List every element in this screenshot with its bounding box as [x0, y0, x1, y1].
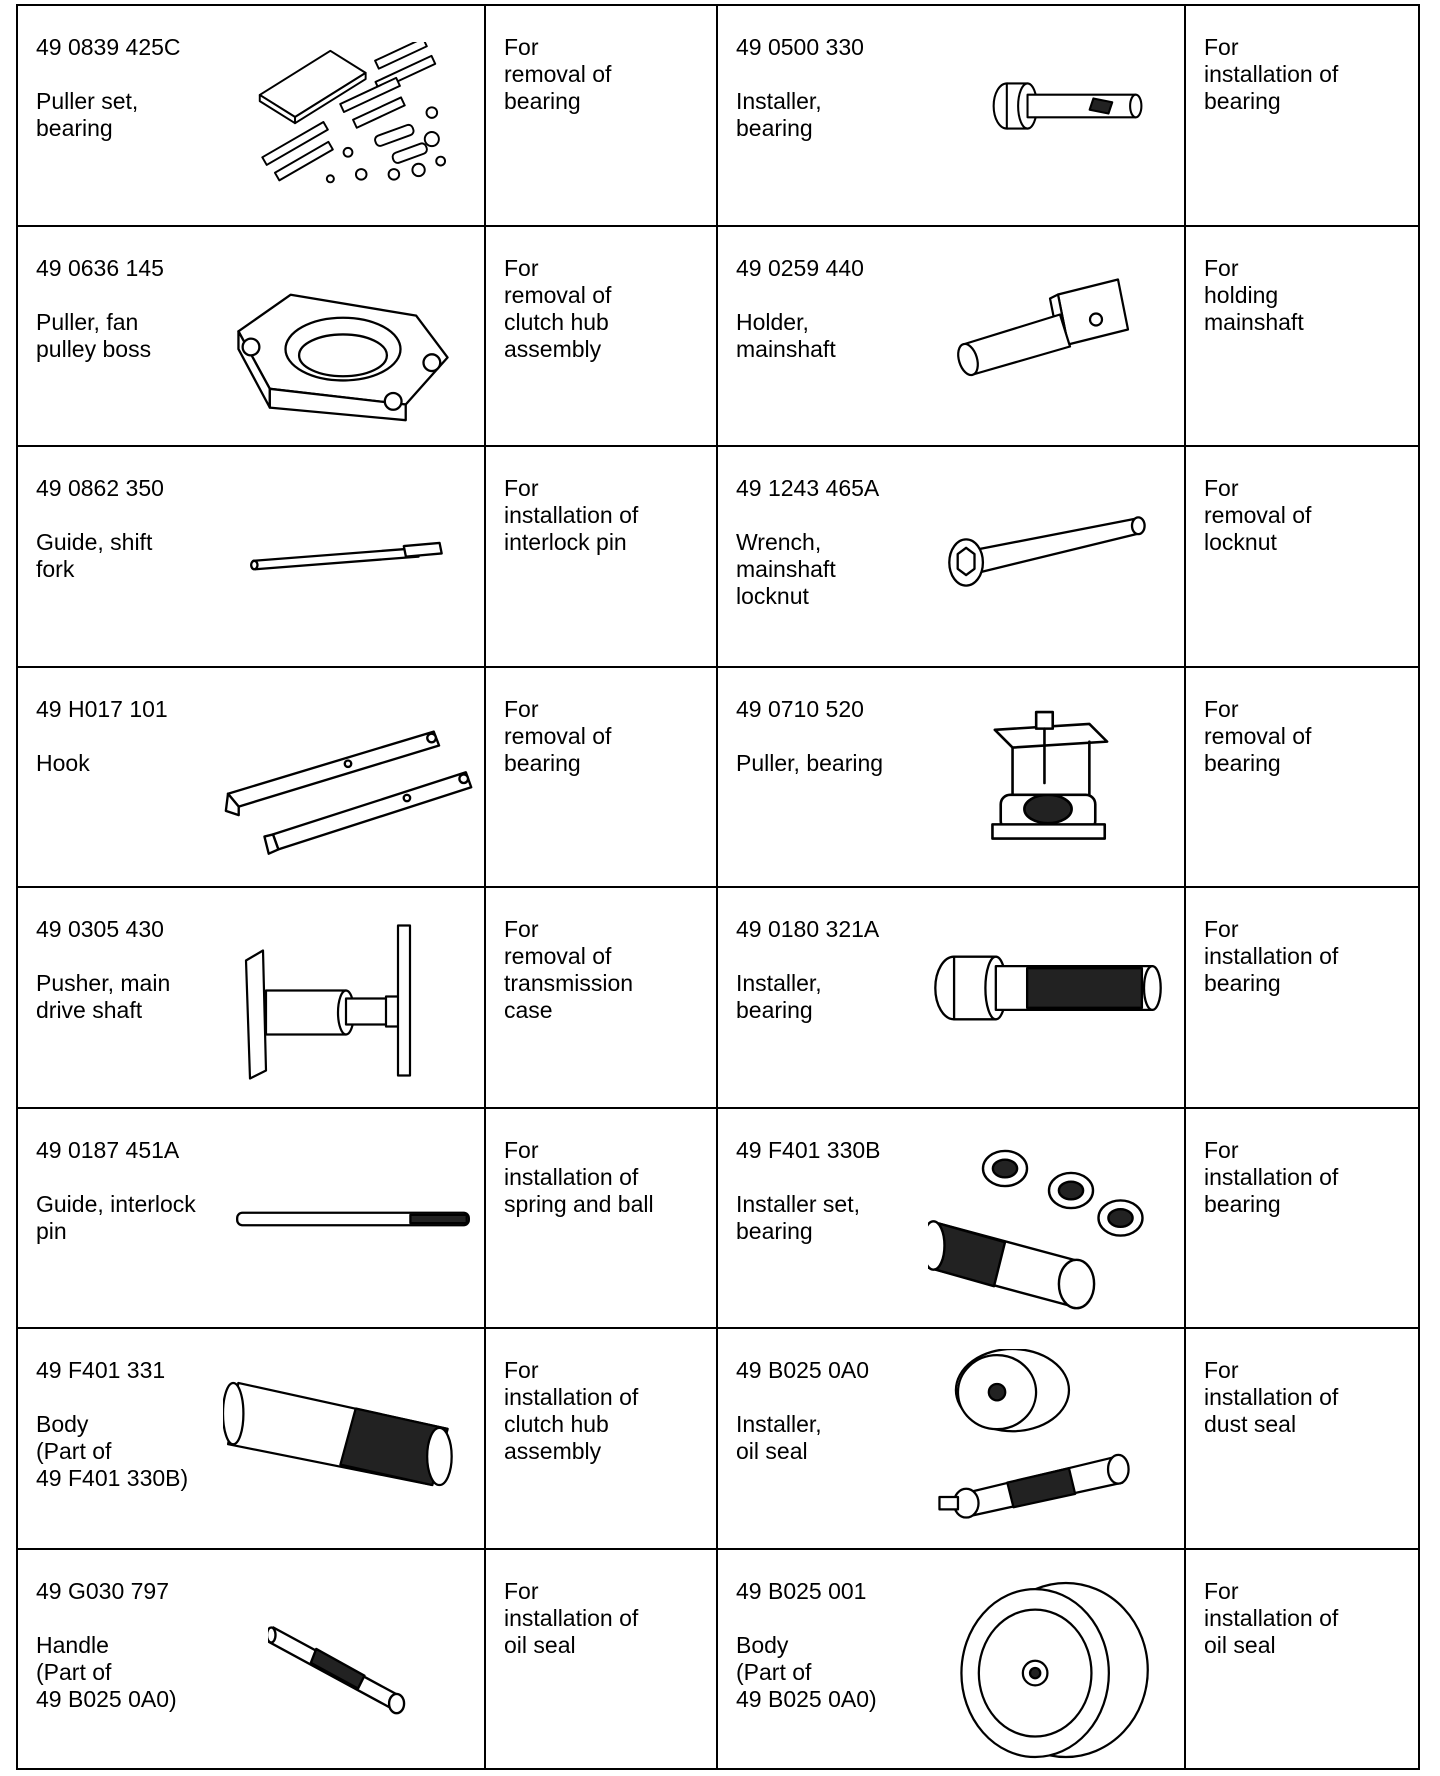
purpose-text: For removal of locknut	[1204, 475, 1312, 555]
purpose-text: For removal of transmission case	[504, 916, 634, 1023]
purpose-text: For installation of interlock pin	[504, 475, 639, 555]
tool-name: Hook	[36, 750, 90, 776]
tool-cell	[16, 445, 486, 668]
purpose-cell	[484, 886, 718, 1109]
purpose-cell	[484, 4, 718, 227]
purpose-text: For installation of oil seal	[504, 1578, 639, 1658]
tool-name: Installer, bearing	[736, 88, 822, 141]
purpose-cell	[484, 225, 718, 447]
tool-name: Wrench, mainshaft locknut	[736, 529, 836, 609]
purpose-cell	[1184, 445, 1420, 668]
tool-name: Holder, mainshaft	[736, 309, 836, 362]
tool-cell	[16, 1107, 486, 1329]
tool-cell	[16, 1548, 486, 1770]
tool-name: Installer set, bearing	[736, 1191, 860, 1244]
part-number: 49 0305 430	[36, 916, 164, 942]
purpose-text: For removal of bearing	[504, 696, 612, 776]
tool-name: Installer, oil seal	[736, 1411, 822, 1464]
part-number: 49 0636 145	[36, 255, 164, 281]
tool-name: Puller set, bearing	[36, 88, 139, 141]
purpose-cell	[1184, 1107, 1420, 1329]
handle-icon	[268, 1610, 418, 1720]
part-number: 49 0862 350	[36, 475, 164, 501]
purpose-text: For removal of bearing	[1204, 696, 1312, 776]
purpose-cell	[484, 1327, 718, 1550]
locknut-wrench-icon	[943, 507, 1153, 597]
purpose-text: For installation of bearing	[1204, 916, 1339, 996]
purpose-text: For installation of spring and ball	[504, 1137, 654, 1217]
purpose-cell	[484, 1107, 718, 1329]
tool-name: Pusher, main drive shaft	[36, 970, 171, 1023]
purpose-text: For installation of oil seal	[1204, 1578, 1339, 1658]
tool-name: Handle (Part of 49 B025 0A0)	[36, 1632, 177, 1712]
part-number: 49 0839 425C	[36, 34, 181, 60]
part-number: 49 0500 330	[736, 34, 864, 60]
tool-cell	[16, 1327, 486, 1550]
tool-name: Guide, interlock pin	[36, 1191, 196, 1244]
tool-cell	[16, 4, 486, 227]
purpose-cell	[1184, 666, 1420, 888]
part-number: 49 H017 101	[36, 696, 168, 722]
oil-seal-installer-icon	[933, 1349, 1133, 1534]
mainshaft-holder-icon	[948, 272, 1148, 387]
bearing-installer-icon	[988, 76, 1148, 136]
shift-fork-guide-icon	[248, 532, 448, 577]
tool-name: Guide, shift fork	[36, 529, 153, 582]
part-number: 49 G030 797	[36, 1578, 170, 1604]
purpose-cell	[484, 1548, 718, 1770]
purpose-cell	[484, 445, 718, 668]
purpose-text: For installation of clutch hub assembly	[504, 1357, 639, 1464]
puller-set-icon	[218, 42, 478, 192]
tool-cell	[716, 666, 1186, 888]
part-number: 49 F401 330B	[736, 1137, 881, 1163]
tool-cell	[716, 225, 1186, 447]
purpose-text: For removal of clutch hub assembly	[504, 255, 612, 362]
purpose-text: For installation of dust seal	[1204, 1357, 1339, 1437]
tool-name: Body (Part of 49 F401 330B)	[36, 1411, 189, 1491]
bearing-installer-knurled-icon	[928, 948, 1168, 1028]
tool-cell	[716, 1548, 1186, 1770]
hook-icon	[218, 708, 478, 858]
purpose-text: For installation of bearing	[1204, 1137, 1339, 1217]
part-number: 49 B025 001	[736, 1578, 867, 1604]
tool-name: Installer, bearing	[736, 970, 822, 1023]
purpose-cell	[1184, 1548, 1420, 1770]
tool-name: Puller, bearing	[736, 750, 884, 776]
interlock-pin-guide-icon	[233, 1204, 473, 1234]
fan-pulley-puller-icon	[228, 272, 458, 422]
tool-cell	[16, 666, 486, 888]
seal-body-icon	[943, 1570, 1158, 1770]
purpose-text: For installation of bearing	[1204, 34, 1339, 114]
pusher-icon	[238, 918, 438, 1083]
purpose-cell	[484, 666, 718, 888]
tool-cell	[716, 1327, 1186, 1550]
installer-set-icon	[928, 1139, 1148, 1319]
installer-body-icon	[223, 1369, 468, 1499]
purpose-cell	[1184, 1327, 1420, 1550]
purpose-cell	[1184, 4, 1420, 227]
purpose-text: For removal of bearing	[504, 34, 612, 114]
special-tools-table	[16, 4, 1420, 1768]
part-number: 49 B025 0A0	[736, 1357, 870, 1383]
part-number: 49 1243 465A	[736, 475, 880, 501]
tool-cell	[716, 886, 1186, 1109]
tool-cell	[16, 886, 486, 1109]
part-number: 49 0187 451A	[36, 1137, 180, 1163]
purpose-cell	[1184, 225, 1420, 447]
tool-cell	[716, 4, 1186, 227]
part-number: 49 0259 440	[736, 255, 864, 281]
part-number: 49 F401 331	[36, 1357, 166, 1383]
purpose-cell	[1184, 886, 1420, 1109]
part-number: 49 0180 321A	[736, 916, 880, 942]
tool-cell	[716, 445, 1186, 668]
tool-cell	[16, 225, 486, 447]
tool-name: Puller, fan pulley boss	[36, 309, 152, 362]
tool-cell	[716, 1107, 1186, 1329]
bearing-puller-icon	[983, 708, 1113, 858]
part-number: 49 0710 520	[736, 696, 864, 722]
tool-name: Body (Part of 49 B025 0A0)	[736, 1632, 877, 1712]
special-tools-sheet	[16, 4, 1420, 1768]
purpose-text: For holding mainshaft	[1204, 255, 1304, 335]
